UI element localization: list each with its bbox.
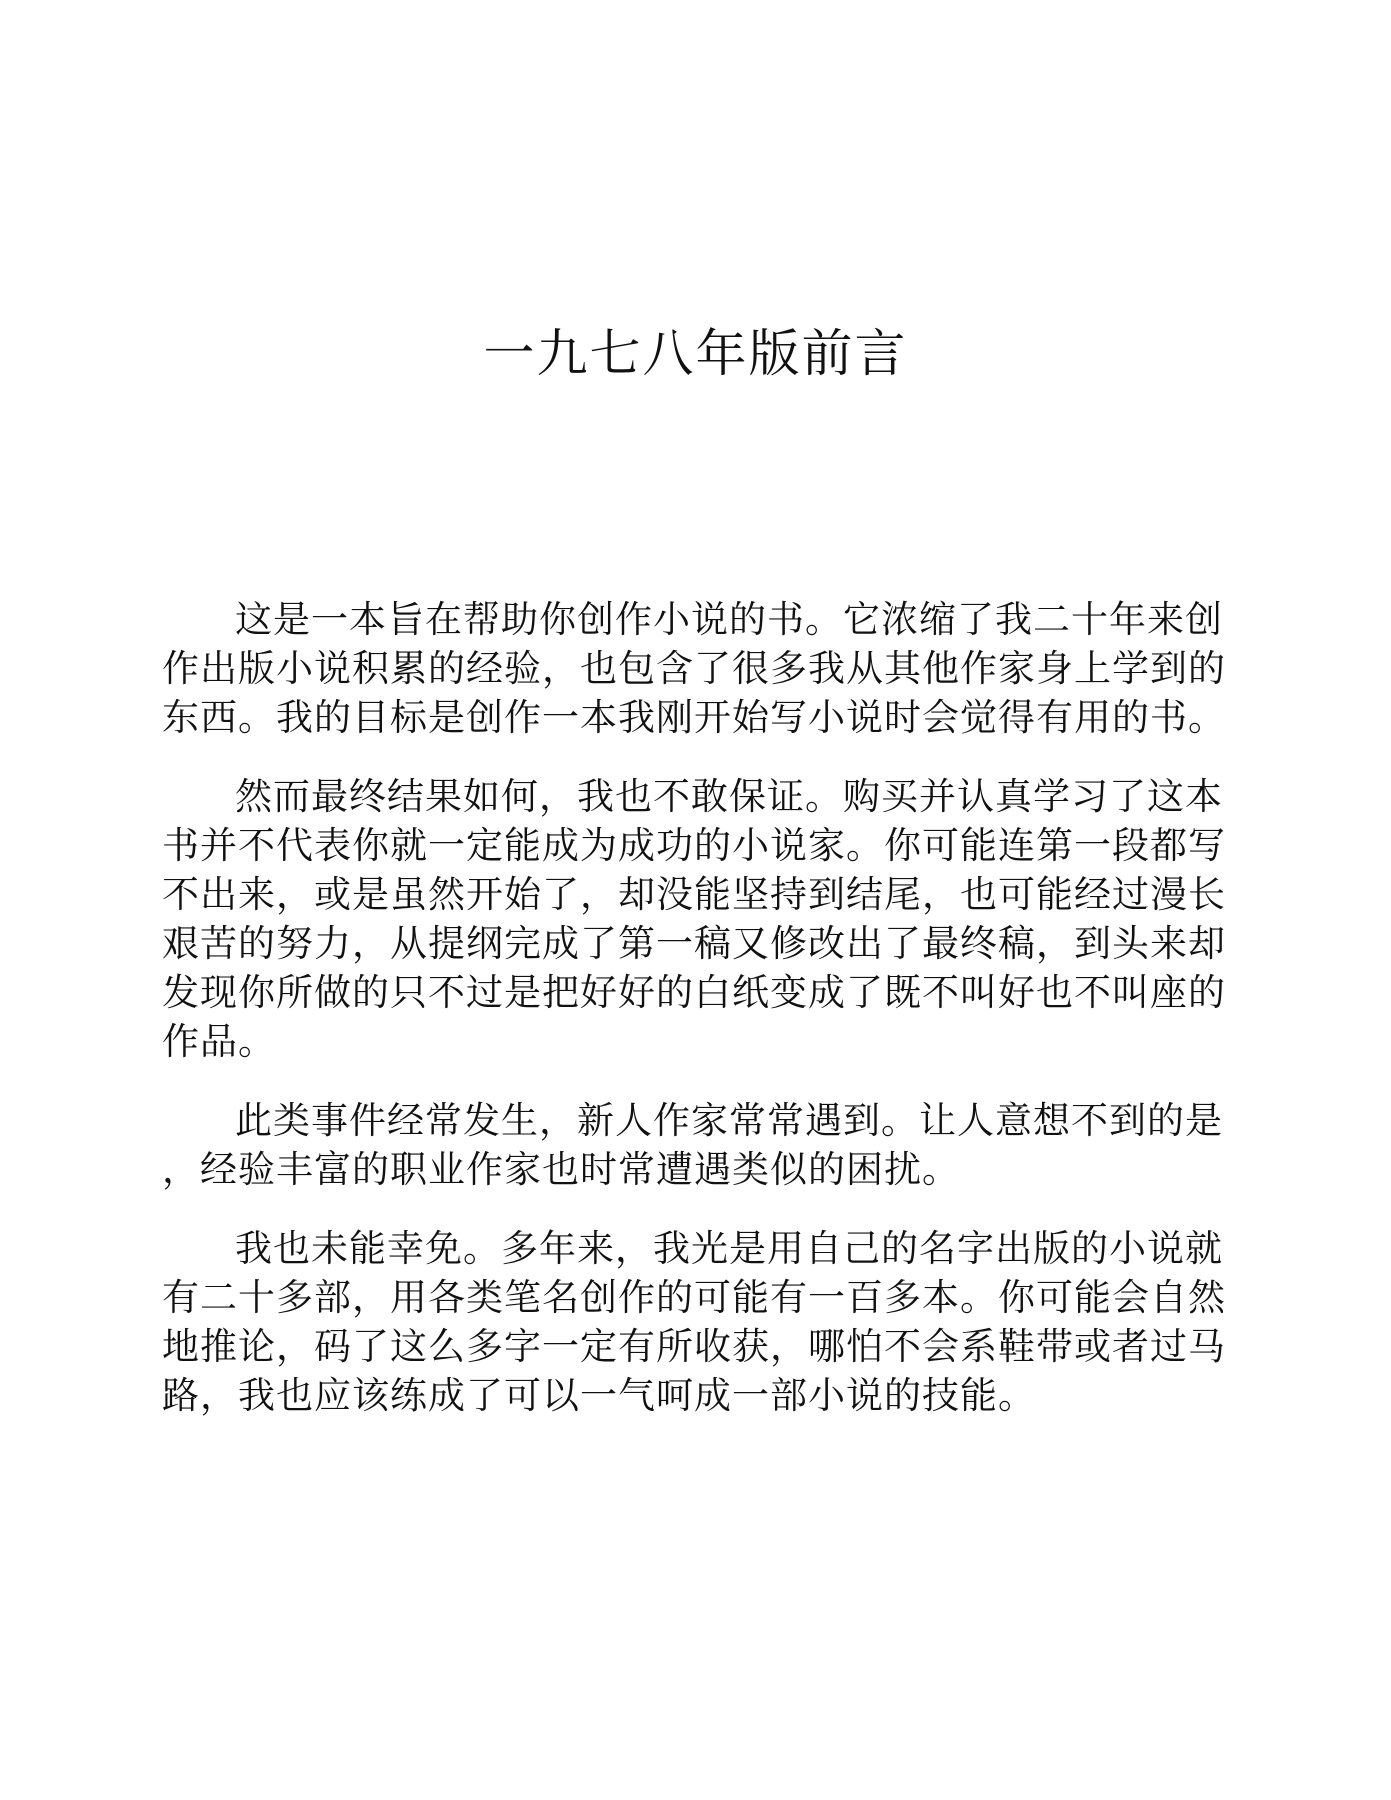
text-line: 路，我也应该练成了可以一气呵成一部小说的技能。 [162,1374,1036,1417]
text-line: 东西。我的目标是创作一本我刚开始写小说时会觉得有用的书。 [162,696,1226,739]
body-text [162,595,1226,1450]
text-line: 艰苦的努力，从提纲完成了第一稿又修改出了最终稿，到头来却 [162,922,1226,965]
paragraph-1 [162,595,1226,742]
paragraph-3 [162,1096,1223,1194]
text-line: 书并不代表你就一定能成为成功的小说家。你可能连第一段都写 [162,824,1226,867]
text-line: 这是一本旨在帮助你创作小说的书。它浓缩了我二十年来创 [235,598,1223,641]
paragraph-2 [162,772,1226,1066]
text-line: 此类事件经常发生，新人作家常常遇到。让人意想不到的是 [235,1099,1223,1142]
text-line: 不出来，或是虽然开始了，却没能坚持到结尾，也可能经过漫长 [162,873,1226,916]
text-line: 地推论，码了这么多字一定有所收获，哪怕不会系鞋带或者过马 [162,1325,1226,1368]
text-line: 有二十多部，用各类笔名创作的可能有一百多本。你可能会自然 [162,1276,1226,1319]
text-line: 发现你所做的只不过是把好好的白纸变成了既不叫好也不叫座的 [162,971,1226,1014]
text-line: 作出版小说积累的经验，也包含了很多我从其他作家身上学到的 [162,647,1226,690]
page-title: 一九七八年版前言 [483,325,908,384]
text-line: 然而最终结果如何，我也不敢保证。购买并认真学习了这本 [235,775,1223,818]
text-line: ，经验丰富的职业作家也时常遭遇类似的困扰。 [162,1148,960,1191]
text-line: 我也未能幸免。多年来，我光是用自己的名字出版的小说就 [235,1227,1223,1270]
text-line: 作品。 [162,1020,276,1063]
paragraph-4 [162,1224,1226,1420]
